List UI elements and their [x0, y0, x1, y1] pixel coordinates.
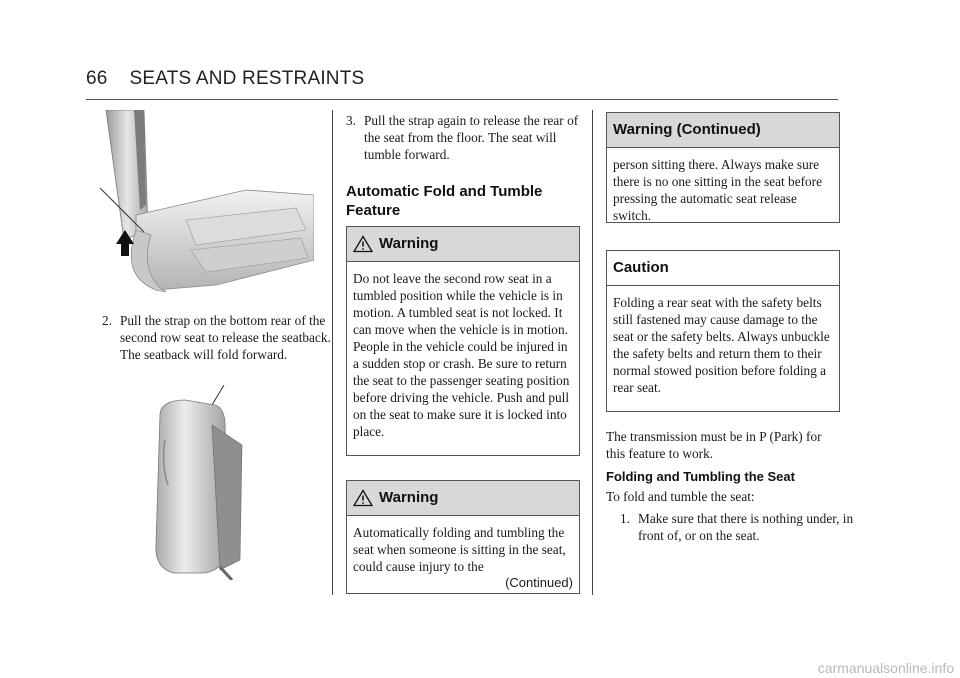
fold-tumble-intro: To fold and tumble the seat: [606, 489, 755, 504]
park-requirement-text: The transmission must be in P (Park) for this feature to work. [606, 429, 822, 461]
continued-label: (Continued) [505, 575, 573, 590]
folded-seat-illustration [150, 385, 250, 580]
warning-body: Automatically folding and tumbling the seat when someone is sitting in the seat, could cause injury to the [353, 525, 566, 574]
warning-continued-box [606, 112, 840, 223]
step-number: 2. [102, 313, 112, 328]
step-number: 3. [346, 113, 356, 128]
step-3 [346, 112, 582, 163]
step-1 [620, 510, 856, 544]
warning-header: Warning (Continued) [607, 113, 839, 148]
warning-triangle-icon [353, 489, 373, 507]
caution-header: Caution [607, 251, 839, 286]
page-number: 66 [86, 68, 108, 89]
warning-title: Warning [379, 489, 439, 506]
warning-body: Do not leave the second row seat in a tumbled position while the vehicle is in motion. A tumbled seat is not locked. It can move when the vehicle is in motion. People in the vehicle could be injured in a sudden stop or crash. Be sure to return the seat to the passenger seating position before driving the vehicle. Push and pull on the seat to make sure it is locked into place. [353, 271, 570, 439]
section-title: SEATS AND RESTRAINTS [129, 68, 365, 89]
watermark: carmanualsonline.info [817, 660, 954, 676]
warning-box [346, 226, 580, 456]
page-header [86, 68, 364, 90]
warning-triangle-icon [353, 235, 373, 253]
caution-box [606, 250, 840, 412]
seat-strap-illustration [96, 110, 314, 298]
warning-header [347, 227, 579, 262]
subheading-fold-tumble: Folding and Tumbling the Seat [606, 469, 795, 484]
header-rule [86, 99, 838, 100]
step-text: Pull the strap again to release the rear of the seat from the floor. The seat will tumble forward. [364, 113, 579, 162]
subheading-auto-fold: Automatic Fold and Tumble Feature [346, 183, 543, 219]
step-number: 1. [620, 511, 630, 526]
step-text: Pull the strap on the bottom rear of the second row seat to release the seatback. The seatback will fold forward. [120, 313, 331, 362]
warning-box [346, 480, 580, 594]
warning-header [347, 481, 579, 516]
step-text: Make sure that there is nothing under, in front of, or on the seat. [638, 511, 854, 543]
warning-title: Warning [379, 235, 439, 252]
caution-body: Folding a rear seat with the safety belts still fastened may cause damage to the seat or the safety belts. Always unbuckle the safety belts and return them to their normal stowed position before folding a rear seat. [613, 295, 830, 395]
step-2 [102, 312, 338, 363]
column-divider-right [592, 110, 593, 595]
warning-body: person sitting there. Always make sure there is no one sitting in the seat before pressing the automatic seat release switch. [613, 157, 822, 223]
